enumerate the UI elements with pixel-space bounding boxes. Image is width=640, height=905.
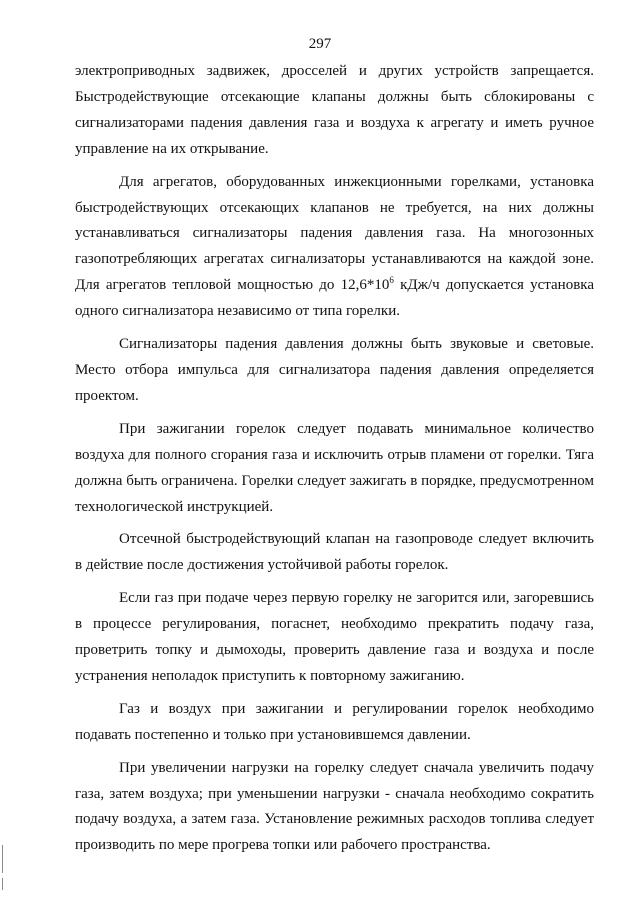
paragraph-2-text-after: кДж/ч допускается установка одного сигнализатора независимо от типа горелки.	[75, 277, 595, 320]
paragraph-4: При зажигании горелок следует подавать минимальное количество воздуха для полного сгорания газа и исключить отрыв пламени от горелки. Тяга должна быть ограничена. Горелки следует зажигать в порядке, предусмотренном технологической инструкцией.	[75, 420, 594, 515]
paragraph-1: электроприводных задвижек, дросселей и других устройств запрещается. Быстродействующие отсекающие клапаны должны быть сблокированы с сигнализаторами падения давления газа и воздуха к агрегату и иметь ручное управление на их открывание.	[75, 63, 594, 157]
paragraph-6: Если газ при подаче через первую горелку не загорится или, загоревшись в процессе регулирования, погаснет, необходимо прекратить подачу газа, проветрить топку и дымоходы, проверить давление газа и воздуха и после устранения неполадок приступить к повторному зажиганию.	[75, 590, 594, 684]
scan-edge-mark	[2, 845, 3, 873]
paragraph-2	[75, 170, 594, 325]
scan-edge-mark	[2, 878, 3, 890]
exponent-superscript: 6	[389, 275, 394, 286]
paragraph-3: Сигнализаторы падения давления должны быть звуковые и световые. Место отбора импульса для сигнализатора падения давления определяется проектом.	[75, 336, 594, 404]
paragraph-8: При увеличении нагрузки на горелку следует сначала увеличить подачу газа, затем воздуха; при уменьшении нагрузки - сначала необходимо сократить подачу воздуха, а затем газа. Установление режимных расходов топлива следует производить по мере прогрева топки или рабочего пространства.	[75, 759, 594, 854]
body-text	[75, 59, 594, 859]
paragraph-7: Газ и воздух при зажигании и регулировании горелок необходимо подавать постепенно и только при установившемся давлении.	[75, 700, 594, 743]
paragraph-2-text-before: Для агрегатов, оборудованных инжекционными горелками, установка быстродействующих отсекающих клапанов не требуется, на них должны устанавливаться сигнализаторы падения давления газа. На многозонных газопотребляющих агрегатах сигнализаторы устанавливаются на каждой зоне. Для агрегатов тепловой мощностью до 12,6*10	[75, 173, 594, 294]
page-number: 297	[308, 36, 332, 52]
paragraph-5: Отсечной быстродействующий клапан на газопроводе следует включить в действие после достижения устойчивой работы горелок.	[75, 531, 594, 574]
